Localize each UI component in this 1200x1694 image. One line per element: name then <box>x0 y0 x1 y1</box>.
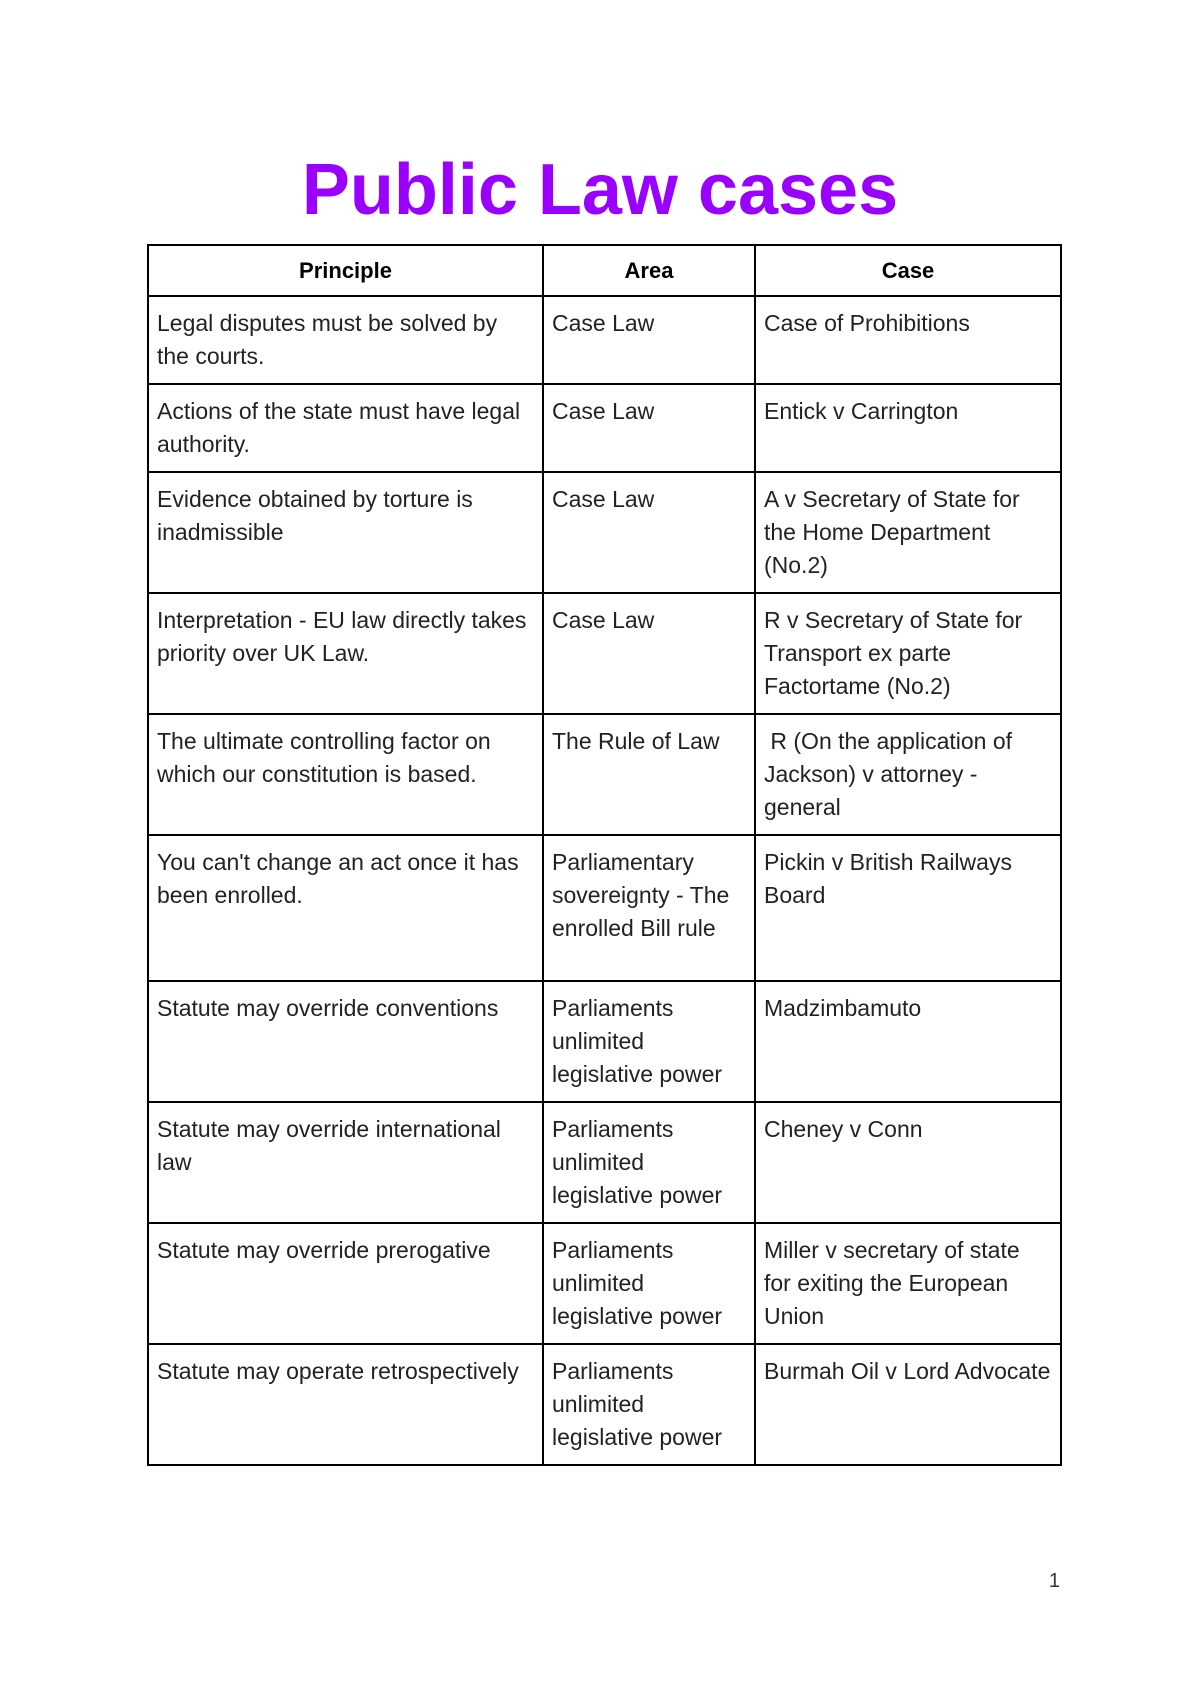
cell-case: Madzimbamuto <box>755 981 1061 1102</box>
cell-area: Parliaments unlimited legislative power <box>543 1102 755 1223</box>
table-header-row <box>148 245 1061 296</box>
cell-case: Miller v secretary of state for exiting the European Union <box>755 1223 1061 1344</box>
table-row <box>148 981 1061 1102</box>
table-row <box>148 384 1061 472</box>
cell-case: R (On the application of Jackson) v attorney - general <box>755 714 1061 835</box>
header-case: Case <box>755 245 1061 296</box>
cell-principle: Statute may override prerogative <box>148 1223 543 1344</box>
cell-area: Parliaments unlimited legislative power <box>543 1223 755 1344</box>
cell-principle: Statute may override international law <box>148 1102 543 1223</box>
cell-area: Parliaments unlimited legislative power <box>543 981 755 1102</box>
table-row <box>148 593 1061 714</box>
cell-case: Burmah Oil v Lord Advocate <box>755 1344 1061 1465</box>
header-principle: Principle <box>148 245 543 296</box>
cell-case: A v Secretary of State for the Home Department (No.2) <box>755 472 1061 593</box>
cell-area: Case Law <box>543 472 755 593</box>
cell-area: Parliamentary sovereignty - The enrolled Bill rule <box>543 835 755 981</box>
cell-principle: Interpretation - EU law directly takes priority over UK Law. <box>148 593 543 714</box>
table-row <box>148 835 1061 981</box>
table-row <box>148 1102 1061 1223</box>
cell-case: R v Secretary of State for Transport ex parte Factortame (No.2) <box>755 593 1061 714</box>
table-row <box>148 472 1061 593</box>
cell-principle: Actions of the state must have legal authority. <box>148 384 543 472</box>
cell-principle: Evidence obtained by torture is inadmissible <box>148 472 543 593</box>
cell-case: Pickin v British Railways Board <box>755 835 1061 981</box>
cell-area: Parliaments unlimited legislative power <box>543 1344 755 1465</box>
table-row <box>148 296 1061 384</box>
cell-case: Cheney v Conn <box>755 1102 1061 1223</box>
cell-principle: Legal disputes must be solved by the courts. <box>148 296 543 384</box>
cases-table <box>147 244 1062 1466</box>
cell-principle: Statute may override conventions <box>148 981 543 1102</box>
cell-area: The Rule of Law <box>543 714 755 835</box>
cell-principle: Statute may operate retrospectively <box>148 1344 543 1465</box>
table-row <box>148 1344 1061 1465</box>
cell-principle: You can't change an act once it has been enrolled. <box>148 835 543 981</box>
cell-case: Entick v Carrington <box>755 384 1061 472</box>
table-row <box>148 1223 1061 1344</box>
page-number: 1 <box>1048 1570 1060 1592</box>
cell-area: Case Law <box>543 384 755 472</box>
table-row <box>148 714 1061 835</box>
cell-area: Case Law <box>543 593 755 714</box>
header-area: Area <box>543 245 755 296</box>
cell-principle: The ultimate controlling factor on which our constitution is based. <box>148 714 543 835</box>
cell-case: Case of Prohibitions <box>755 296 1061 384</box>
cell-area: Case Law <box>543 296 755 384</box>
page-title: Public Law cases <box>301 150 899 230</box>
